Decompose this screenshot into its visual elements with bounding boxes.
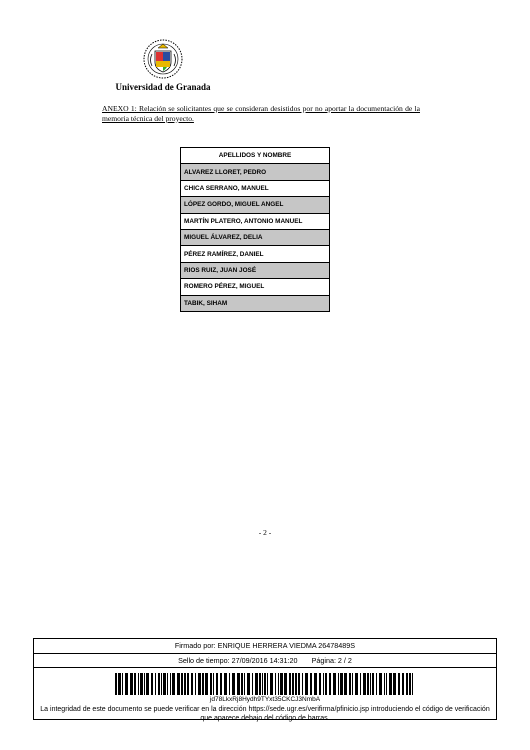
table-row: [181, 295, 330, 311]
university-crest-icon: [143, 38, 183, 80]
timestamp-row: [34, 654, 496, 668]
table-cell: ROMERO PÉREZ, MIGUEL: [181, 279, 330, 295]
column-header-name: APELLIDOS Y NOMBRE: [181, 148, 330, 164]
applicants-table: [180, 147, 330, 312]
table-cell: PÉREZ RAMÍREZ, DANIEL: [181, 246, 330, 262]
table-cell: MARTÍN PLATERO, ANTONIO MANUEL: [181, 213, 330, 229]
page-indicator: Página: 2 / 2: [311, 656, 352, 665]
table-cell: LÓPEZ GORDO, MIGUEL ANGEL: [181, 197, 330, 213]
signature-footer: [33, 638, 497, 720]
verification-code: jd78LkxRj8Hydh9TYxt35CKCJ3NmbA: [209, 696, 321, 703]
integrity-note: La integridad de este documento se puede verificar en la dirección https://sede.ugr.es/verifirma/pfinicio.jsp introduciendo el código de verificación que aparece debajo del código de barras.: [40, 706, 490, 722]
barcode-icon: [115, 673, 415, 695]
page-number: - 2 -: [258, 528, 272, 537]
university-logo: [108, 38, 218, 92]
table-row: [181, 197, 330, 213]
signed-by: Firmado por: ENRIQUE HERRERA VIEDMA 26478489S: [34, 639, 496, 654]
table-row: [181, 213, 330, 229]
table-cell: MIGUEL ÁLVAREZ, DELIA: [181, 229, 330, 245]
university-name: Universidad de Granada: [115, 82, 211, 92]
table-row: [181, 246, 330, 262]
table-row: [181, 164, 330, 180]
table-row: [181, 279, 330, 295]
table-cell: RIOS RUIZ, JUAN JOSÉ: [181, 262, 330, 278]
annex-title: ANEXO 1: Relación se solicitantes que se consideran desistidos por no aportar la documentación de la memoria técnica del proyecto.: [102, 104, 420, 123]
table-row: [181, 180, 330, 196]
timestamp: Sello de tiempo: 27/09/2016 14:31:20: [178, 656, 298, 665]
table-cell: CHICA SERRANO, MANUEL: [181, 180, 330, 196]
barcode-container: [34, 673, 496, 695]
table-header-row: [181, 148, 330, 164]
table-row: [181, 262, 330, 278]
table-cell: TABIK, SIHAM: [181, 295, 330, 311]
table-row: [181, 229, 330, 245]
table-cell: ALVAREZ LLORET, PEDRO: [181, 164, 330, 180]
